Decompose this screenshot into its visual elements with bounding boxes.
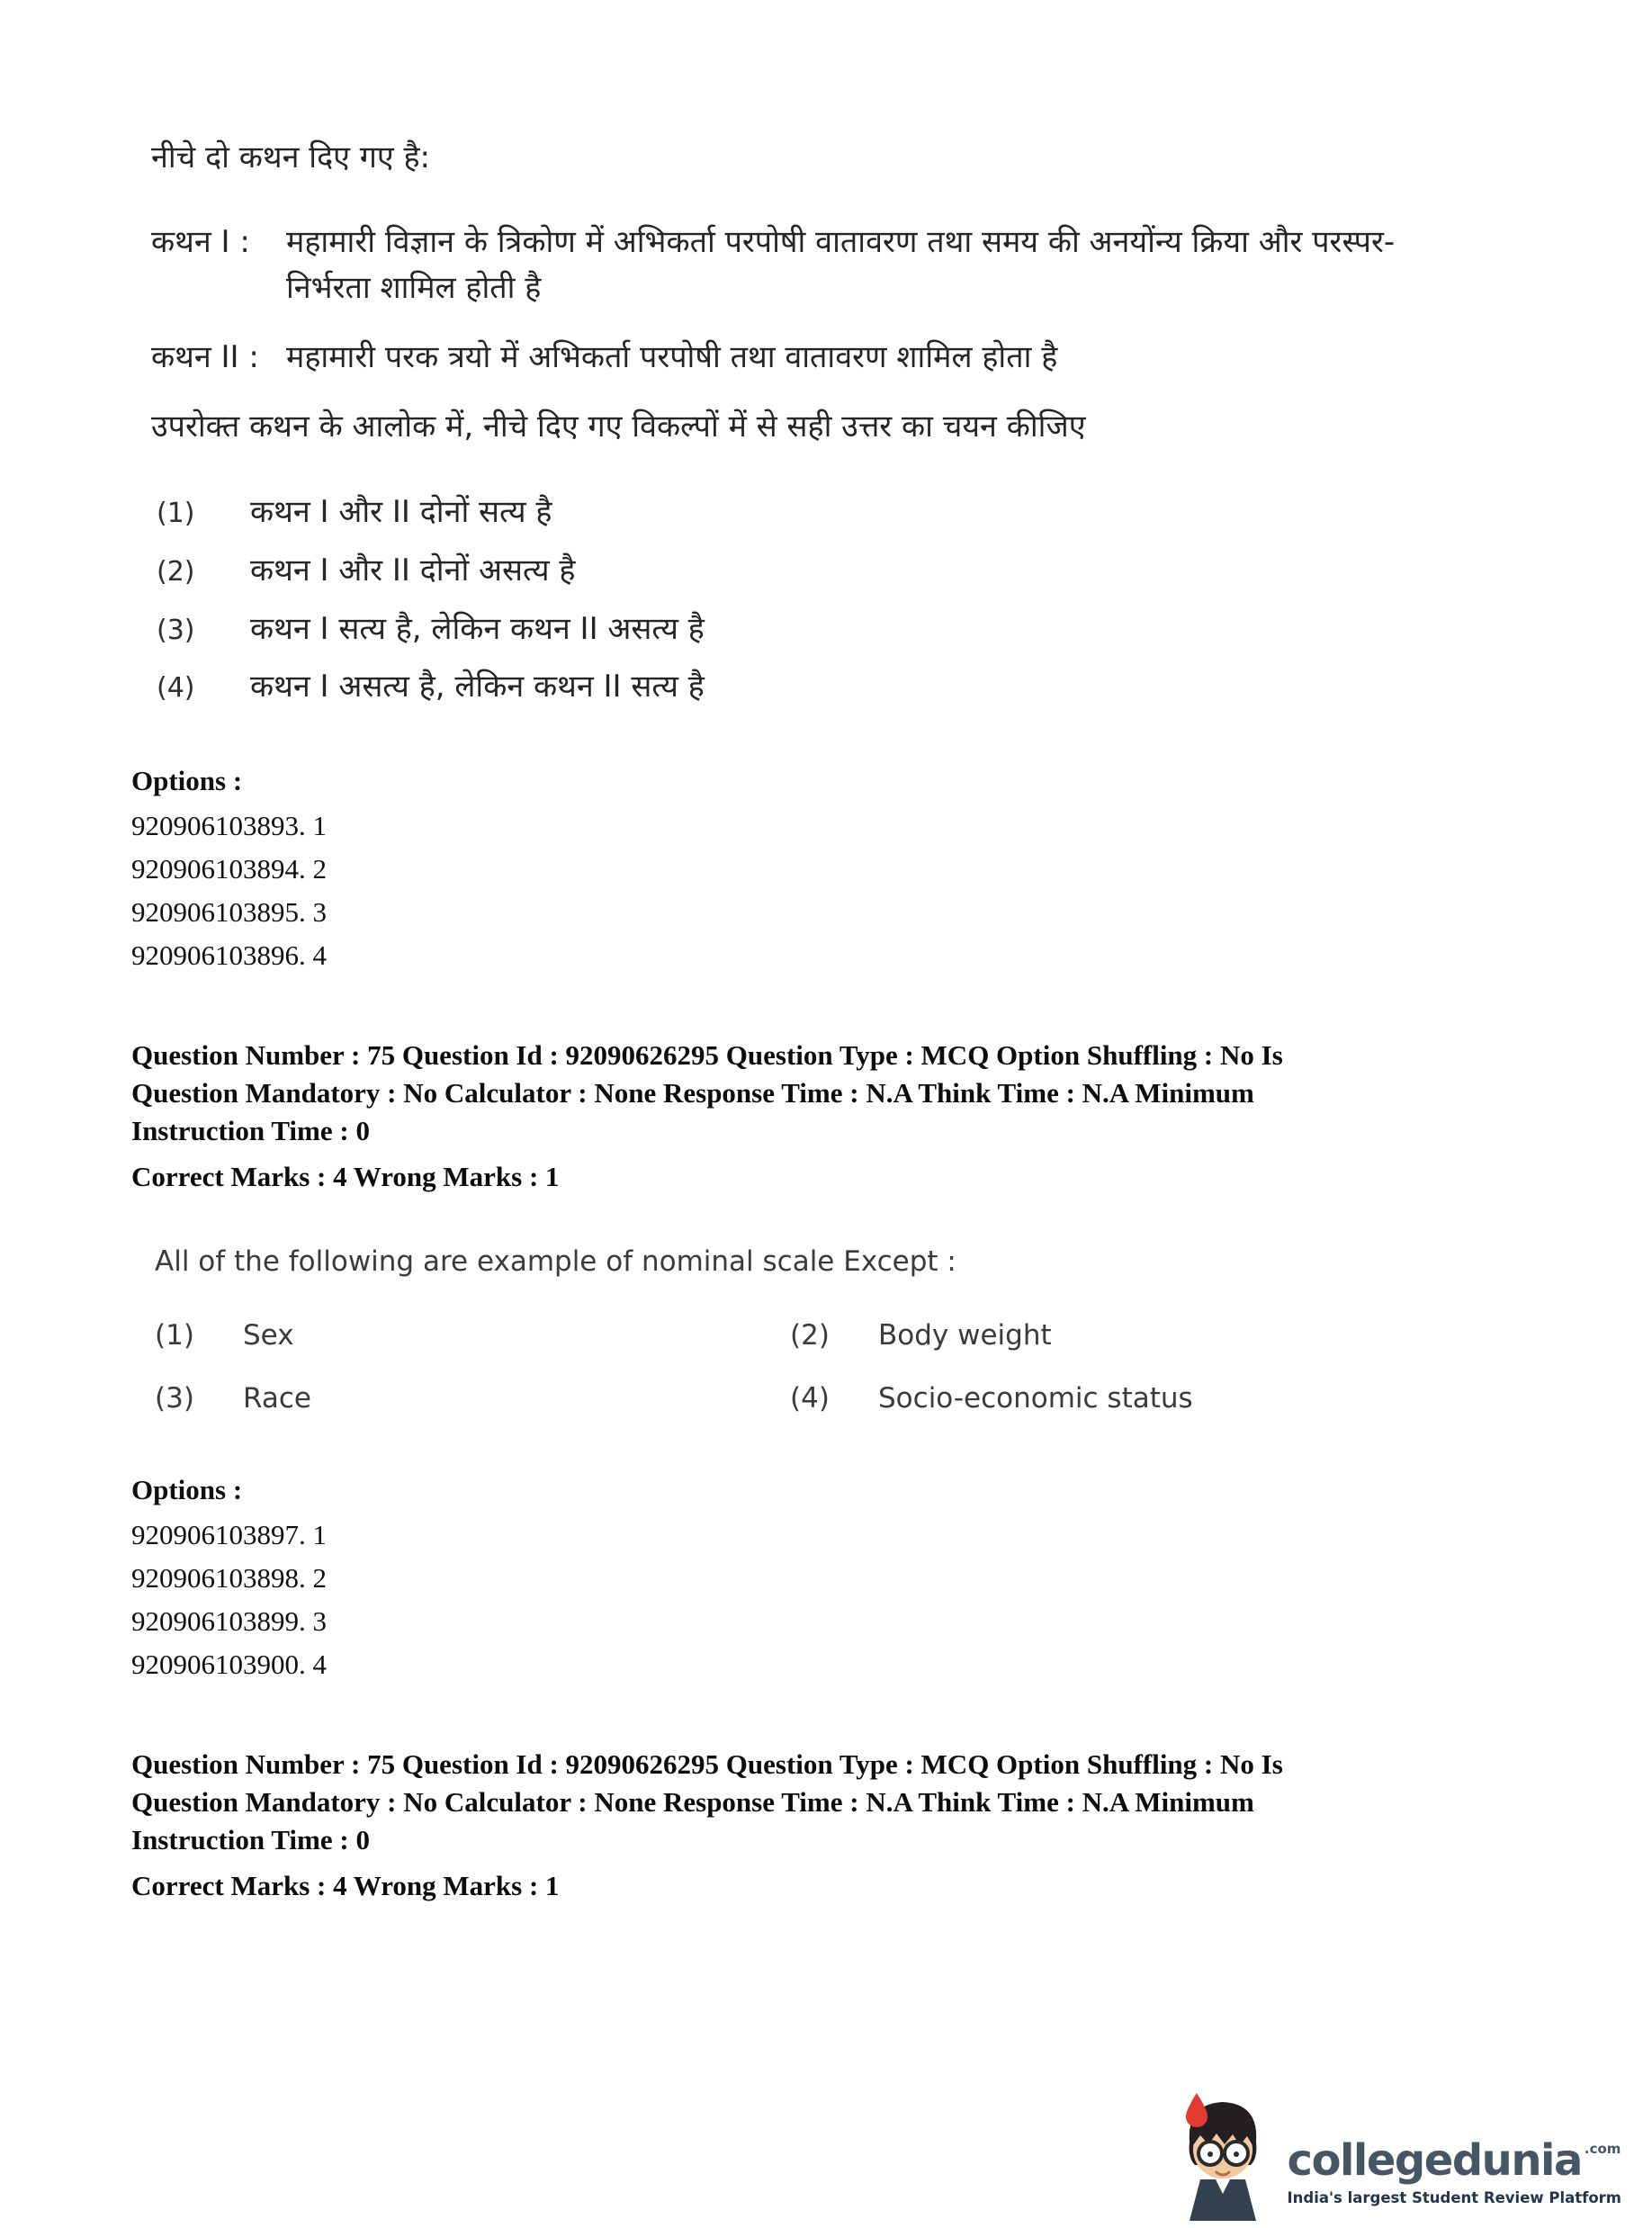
option-text: कथन I और II दोनों असत्य है (250, 552, 576, 588)
option-text: कथन I असत्य है, लेकिन कथन II सत्य है (250, 669, 705, 705)
english-options-grid (155, 1319, 1544, 1415)
statement-2-label: कथन II : (151, 339, 259, 375)
option-id-line: 920906103898. 2 (131, 1562, 327, 1595)
option-row-3 (157, 611, 1544, 648)
statement-2 (151, 335, 1544, 381)
brand-row (1287, 2134, 1621, 2186)
option-text: कथन I और II दोनों सत्य है (250, 494, 552, 530)
option-number: (1) (157, 498, 195, 529)
option-id-line: 920906103900. 4 (131, 1649, 327, 1681)
option-row-2 (157, 553, 1544, 589)
option-text: Race (243, 1382, 311, 1415)
statement-2-text: महामारी परक त्रयो में अभिकर्ता परपोषी तथा वातावरण शामिल होता है (286, 339, 1058, 375)
statement-1-text: महामारी विज्ञान के त्रिकोण में अभिकर्ता परपोषी वातावरण तथा समय की अनयोंन्य क्रिया और परस्पर-निर्भरता शामिल होती है (286, 224, 1396, 306)
question-intro: नीचे दो कथन दिए गए है: (151, 139, 430, 175)
english-question-text: All of the following are example of nominal scale Except : (155, 1245, 956, 1279)
option-row-4 (157, 669, 1544, 705)
english-option-4 (790, 1382, 1544, 1415)
statement-1-label: कथन I : (151, 224, 250, 260)
option-number: (3) (155, 1382, 194, 1415)
collegedunia-mascot-icon (1172, 2093, 1273, 2221)
brand-tld: .com (1584, 2140, 1621, 2157)
english-question-block (155, 1245, 1544, 1415)
option-text: Sex (243, 1319, 294, 1352)
question-instruction: उपरोक्त कथन के आलोक में, नीचे दिए गए विकल्पों में से सही उत्तर का चयन कीजिए (151, 409, 1086, 445)
english-option-2 (790, 1319, 1544, 1352)
options-label: Options : (131, 1474, 243, 1506)
option-row-1 (157, 494, 1544, 531)
brand-tagline: India's largest Student Review Platform (1287, 2189, 1621, 2206)
hindi-question-block (131, 135, 1544, 705)
metadata-line: Question Mandatory : No Calculator : None Response Time : N.A Think Time : N.A Minimum (131, 1077, 1254, 1110)
option-id-line: 920906103895. 3 (131, 896, 327, 929)
options-id-block-1 (131, 765, 1544, 977)
metadata-line: Question Number : 75 Question Id : 92090626295 Question Type : MCQ Option Shuffling : No Is (131, 1748, 1283, 1781)
metadata-line: Question Number : 75 Question Id : 92090626295 Question Type : MCQ Option Shuffling : No Is (131, 1039, 1283, 1072)
option-id-line: 920906103897. 1 (131, 1519, 327, 1551)
brand-name: collegedunia (1287, 2134, 1582, 2186)
option-number: (3) (157, 614, 195, 646)
option-id-line: 920906103893. 1 (131, 810, 327, 842)
option-number: (1) (155, 1319, 194, 1352)
option-text: Body weight (878, 1319, 1052, 1352)
marks-line: Correct Marks : 4 Wrong Marks : 1 (131, 1161, 560, 1193)
option-id-line: 920906103899. 3 (131, 1605, 327, 1638)
option-text: कथन I सत्य है, लेकिन कथन II असत्य है (250, 610, 705, 647)
option-number: (2) (790, 1319, 830, 1352)
option-number: (2) (157, 555, 195, 588)
statement-1 (151, 220, 1544, 311)
question-metadata-1 (131, 1037, 1544, 1193)
option-text: Socio-economic status (878, 1382, 1193, 1415)
hindi-options-list (131, 494, 1544, 705)
option-number: (4) (157, 672, 195, 705)
metadata-line: Instruction Time : 0 (131, 1115, 370, 1147)
metadata-line: Question Mandatory : No Calculator : None Response Time : N.A Think Time : N.A Minimum (131, 1786, 1254, 1819)
marks-line: Correct Marks : 4 Wrong Marks : 1 (131, 1870, 560, 1902)
options-label: Options : (131, 765, 243, 797)
options-id-block-2 (131, 1474, 1544, 1686)
collegedunia-logo (1172, 2093, 1621, 2221)
option-id-line: 920906103894. 2 (131, 853, 327, 885)
option-number: (4) (790, 1382, 830, 1415)
question-metadata-2 (131, 1746, 1544, 1902)
option-id-line: 920906103896. 4 (131, 939, 327, 972)
metadata-line: Instruction Time : 0 (131, 1824, 370, 1856)
english-option-1 (155, 1319, 790, 1352)
logo-text (1287, 2134, 1621, 2221)
english-option-3 (155, 1382, 790, 1415)
